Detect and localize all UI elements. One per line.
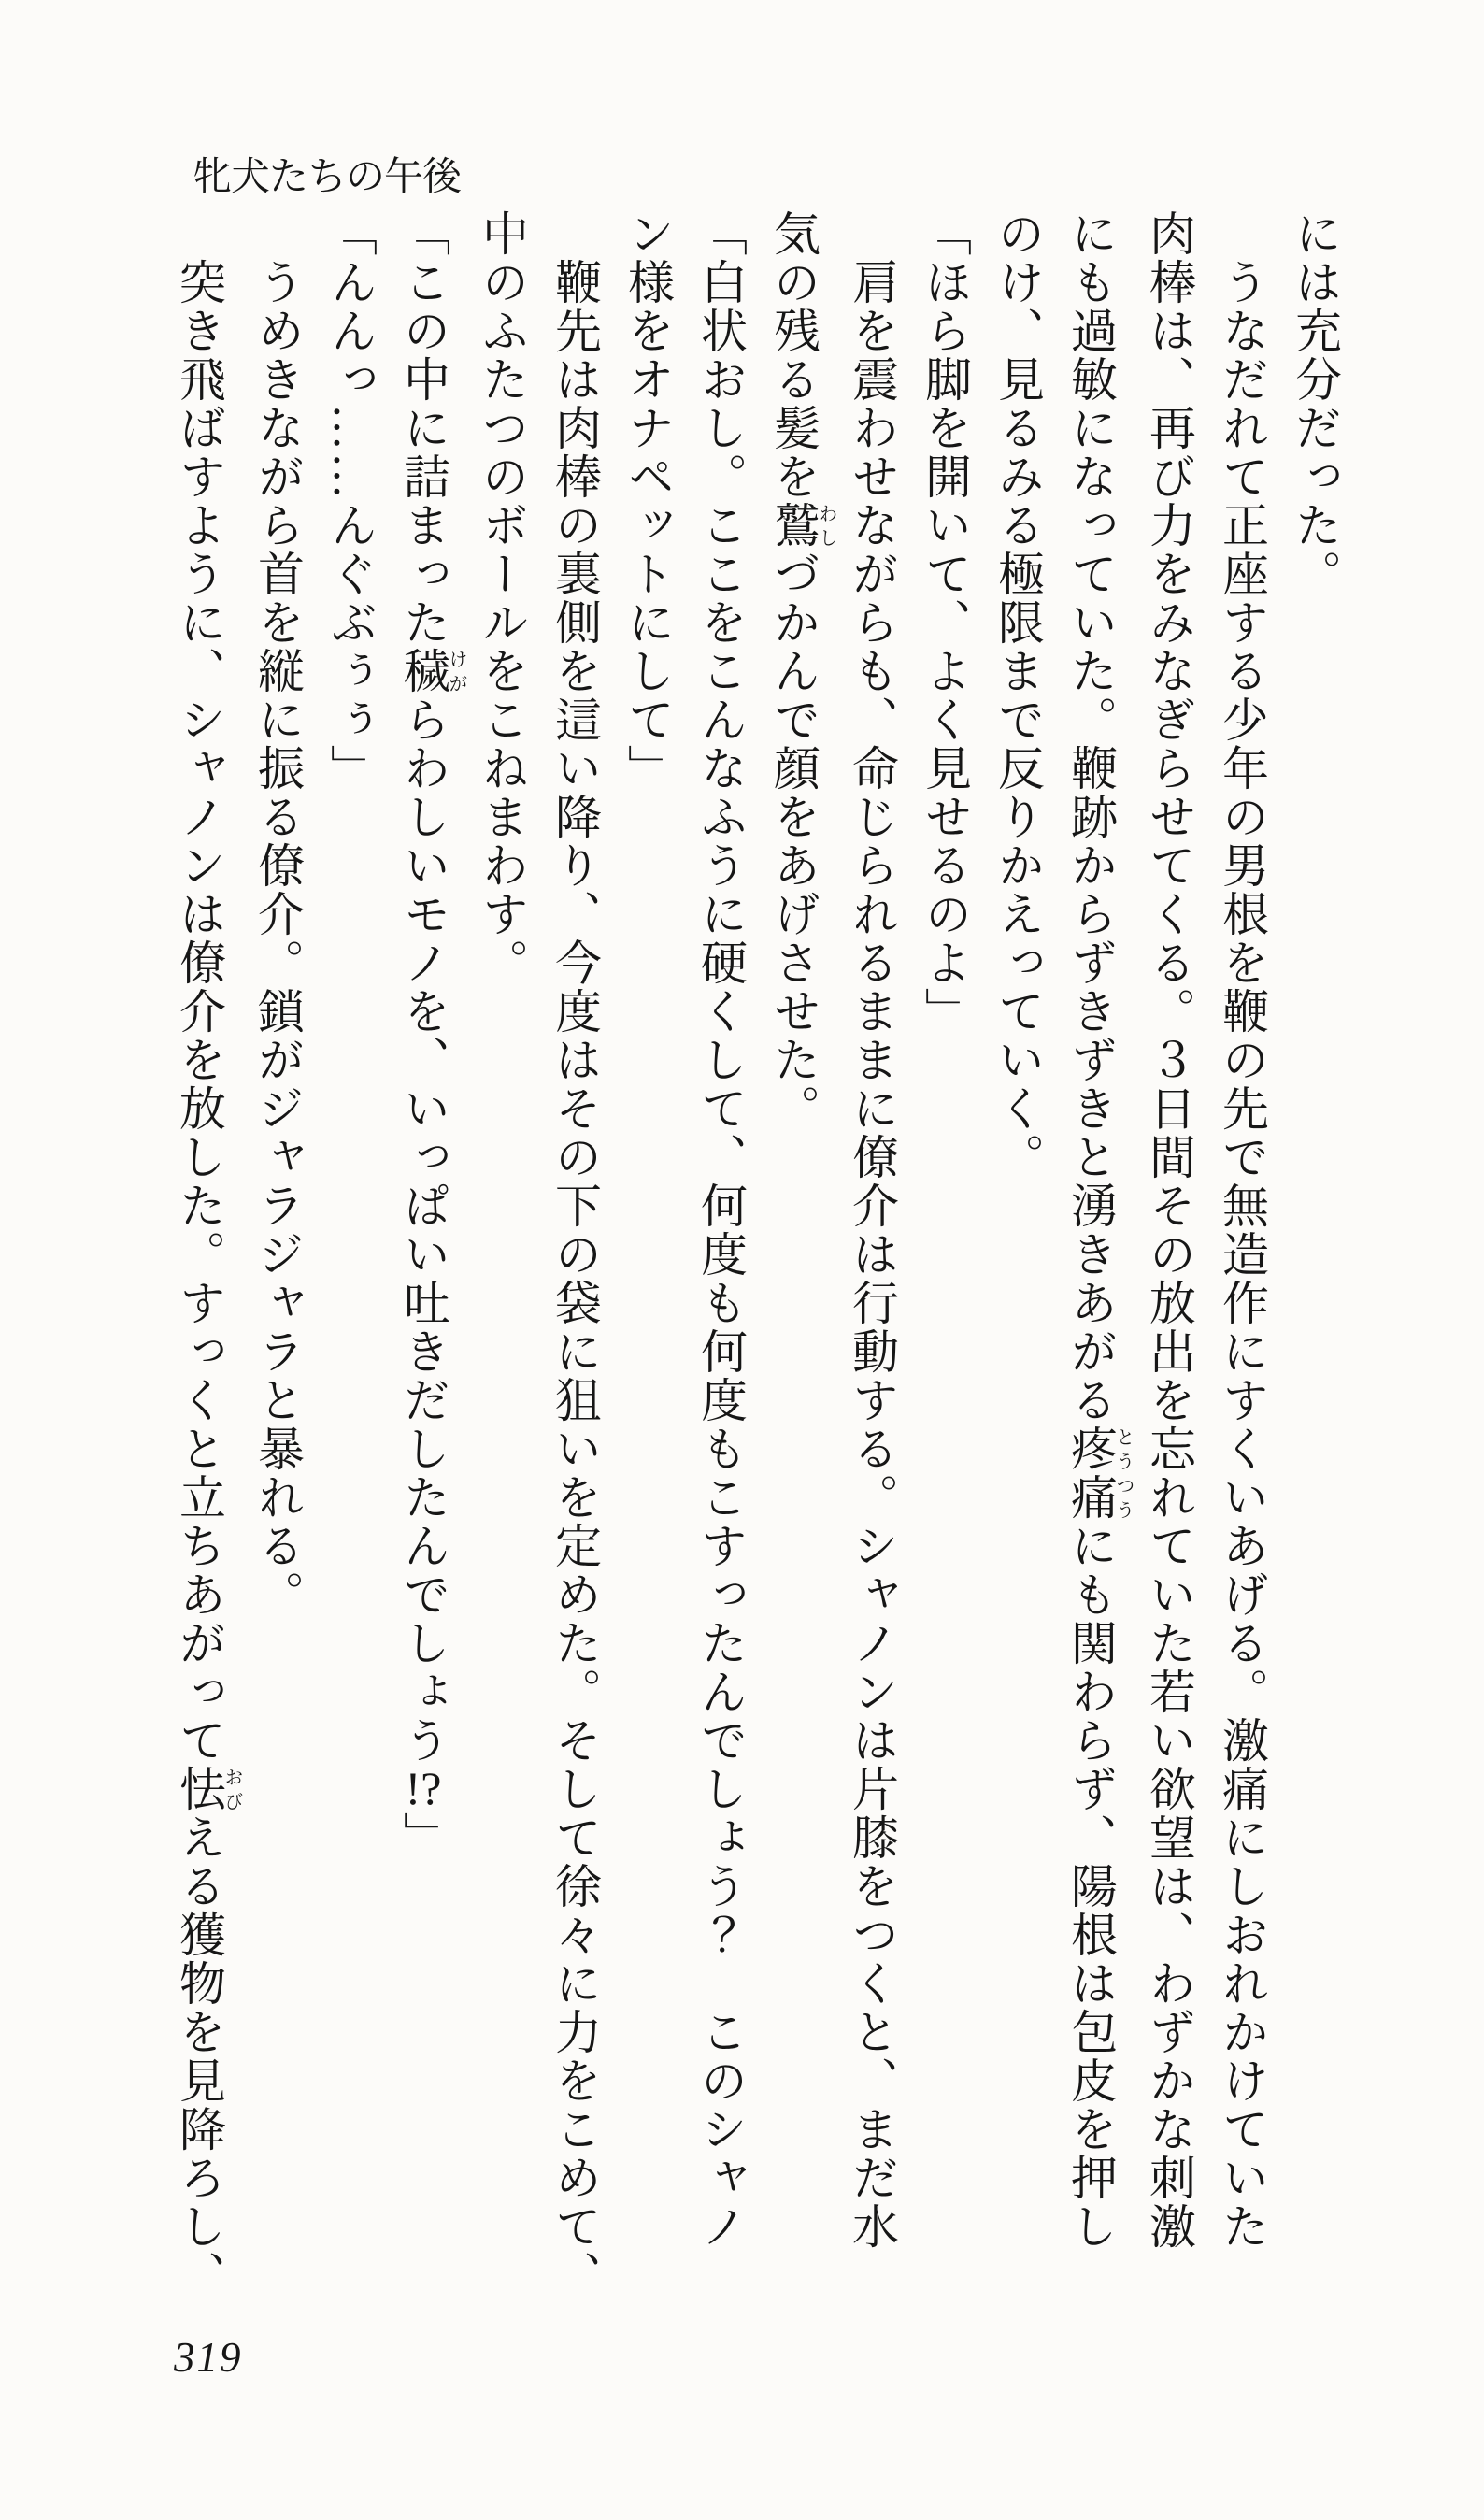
tate-chu-yoko: !? (405, 1765, 442, 1811)
ruby-annotated-word: 疼痛とうつう (1064, 1425, 1134, 1522)
text-column: 「んんっ……んぐぶぅぅ」 (324, 209, 377, 793)
text-column: 「白状おし。ここをこんなふうに硬くして、何度も何度もこすったんでしょう？ このシャノ (694, 209, 747, 2251)
text-column: うめきながら首を縦に振る僚介。鎖がジャラジャラと暴れる。 (251, 209, 304, 1619)
page-number: 319 (174, 2334, 243, 2381)
text-columns (163, 209, 1351, 2350)
text-column: 鞭先は肉棒の裏側を這い降り、今度はその下の袋に狙いを定めた。そして徐々に力をこめて、 (549, 209, 601, 2299)
text-column: ン様をオナペットにして」 (621, 209, 674, 793)
text-column: 突き飛ばすように、シャノンは僚介を放した。すっくと立ちあがって怯おびえる獲物を見降ろし、 (173, 209, 242, 2299)
text-column: 肩を震わせながらも、命じられるままに僚介は行動する。シャノンは片膝をつくと、まだ水 (846, 209, 898, 2251)
ruby-annotated-word: 穢けが (397, 647, 466, 695)
text-column: には充分だった。 (1289, 209, 1341, 598)
text-column: 気の残る髪を鷲わしづかんで顔をあげさせた。 (767, 209, 836, 1133)
text-column: にも過敏になっていた。鞭跡からずきずきと湧きあがる疼痛とうつうにも関わらず、陽根は包皮を押し (1064, 209, 1134, 2251)
text-column: 「この中に詰まった穢けがらわしいモノを、いっぱい吐きだしたんでしょう!?」 (397, 209, 466, 1860)
text-column: 「ほら脚を開いて、よく見せるのよ」 (919, 209, 971, 1036)
text-column: のけ、見るみる極限まで反りかえっていく。 (992, 209, 1044, 1181)
ruby-annotated-word: 鷲わし (767, 501, 836, 550)
ruby-annotated-word: 怯おび (173, 1765, 242, 1813)
text-column: 肉棒は、再び力をみなぎらせてくる。３日間その放出を忘れていた若い欲望は、わずかな刺激 (1143, 209, 1195, 2251)
running-head-title: 牝犬たちの午後 (193, 156, 462, 199)
text-column: 中のふたつのボールをこねまわす。 (476, 209, 528, 987)
text-column: うなだれて正座する少年の男根を鞭の先で無造作にすくいあげる。激痛にしおれかけていた (1216, 209, 1268, 2251)
